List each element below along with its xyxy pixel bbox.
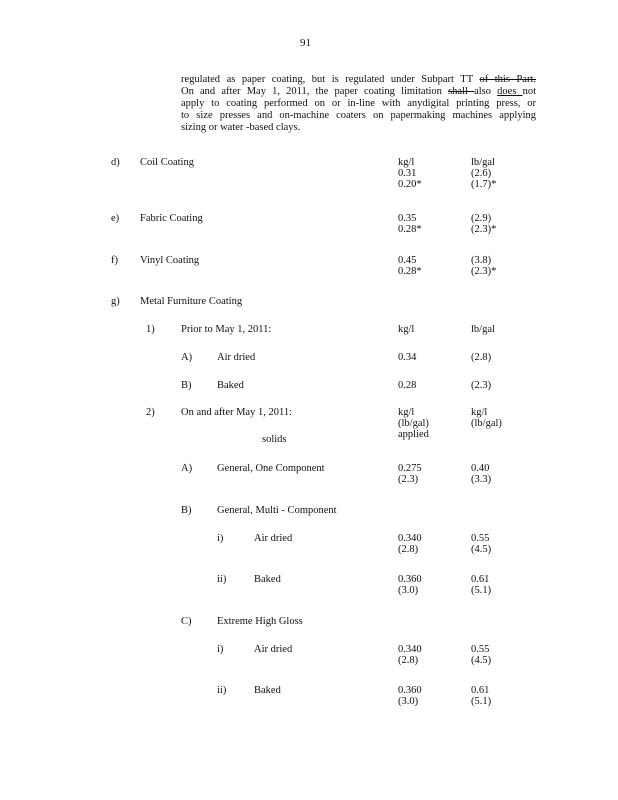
value: 0.20*	[398, 179, 422, 190]
multi-roman-i: i)	[217, 533, 224, 544]
value: 0.28*	[398, 266, 422, 277]
prior-letter-b: B)	[181, 380, 192, 391]
text-span: not	[522, 86, 536, 97]
multi-baked-applied	[471, 574, 491, 596]
intro-line-5: sizing or water -based clays.	[181, 122, 301, 133]
value: 0.61	[471, 685, 490, 696]
prior-baked-lb: (2.3)	[471, 380, 492, 391]
value: (2.6)	[471, 168, 492, 179]
gloss-air-dried-solids	[398, 644, 422, 666]
multi-label-air-dried: Air dried	[254, 533, 293, 544]
item-label-metal-furniture-coating: Metal Furniture Coating	[140, 296, 243, 307]
subitem-number-2: 2)	[146, 407, 155, 418]
prior-letter-a: A)	[181, 352, 193, 363]
value: (3.8)	[471, 255, 492, 266]
value: 0.28*	[398, 224, 422, 235]
prior-air-dried-lb: (2.8)	[471, 352, 492, 363]
subitem-label-prior: Prior to May 1, 2011:	[181, 324, 272, 335]
text-span: regulated as paper coating, but is regulated under Subpart TT	[181, 74, 480, 85]
prior-unit-kg: kg/l	[398, 324, 415, 335]
one-component-applied-values	[471, 463, 491, 485]
value: 0.35	[398, 213, 417, 224]
value: 0.61	[471, 574, 490, 585]
intro-line-1	[181, 74, 536, 86]
multi-roman-ii: ii)	[217, 574, 227, 585]
item-letter-g: g)	[111, 296, 120, 307]
value: (2.3)*	[471, 266, 497, 277]
gloss-roman-ii: ii)	[217, 685, 227, 696]
multi-air-dried-applied	[471, 533, 491, 555]
gloss-baked-applied	[471, 685, 491, 707]
value: 0.275	[398, 463, 422, 474]
value: lb/gal	[471, 157, 495, 168]
after-letter-a: A)	[181, 463, 193, 474]
fabric-coating-lb-values	[471, 213, 496, 235]
value: (5.1)	[471, 696, 492, 707]
multi-label-baked: Baked	[254, 574, 281, 585]
subitem-label-on-and-after: On and after May 1, 2011:	[181, 407, 292, 418]
value: kg/l	[471, 407, 488, 418]
value: 0.55	[471, 533, 490, 544]
value: kg/l	[398, 157, 415, 168]
value: (2.8)	[398, 544, 419, 555]
coil-coating-lb-values	[471, 157, 496, 190]
value: kg/l	[398, 407, 415, 418]
text-span: On and after May 1, 2011, the paper coating limitation	[181, 86, 449, 97]
after-letter-b: B)	[181, 505, 192, 516]
value: (3.0)	[398, 696, 419, 707]
prior-unit-lb: lb/gal	[471, 324, 495, 335]
value: 0.340	[398, 644, 422, 655]
multi-air-dried-solids	[398, 533, 422, 555]
value: (4.5)	[471, 544, 492, 555]
multi-baked-solids	[398, 574, 422, 596]
item-letter-e: e)	[111, 213, 120, 224]
page-number: 91	[300, 37, 311, 49]
value: 0.360	[398, 574, 422, 585]
value: (4.5)	[471, 655, 492, 666]
vinyl-coating-lb-values	[471, 255, 496, 277]
item-label-fabric-coating: Fabric Coating	[140, 213, 203, 224]
intro-line-4: to size presses and on-machine coaters on papermaking machines applying	[181, 110, 536, 121]
after-units-solids	[398, 407, 429, 440]
item-label-vinyl-coating: Vinyl Coating	[140, 255, 200, 266]
value: 0.55	[471, 644, 490, 655]
solids-label: solids	[262, 434, 287, 445]
underlined-text: does	[497, 86, 523, 97]
after-letter-c: C)	[181, 616, 192, 627]
intro-line-3: apply to coating performed on or in-line with anydigital printing press, or	[181, 98, 536, 109]
after-units-applied	[471, 407, 502, 429]
value: 0.31	[398, 168, 417, 179]
subitem-number-1: 1)	[146, 324, 155, 335]
gloss-label-air-dried: Air dried	[254, 644, 293, 655]
after-label-multi-component: General, Multi - Component	[217, 505, 337, 516]
value: (lb/gal)	[398, 418, 429, 429]
item-label-coil-coating: Coil Coating	[140, 157, 194, 168]
coil-coating-kg-values	[398, 157, 422, 190]
item-letter-f: f)	[111, 255, 118, 266]
item-letter-d: d)	[111, 157, 120, 168]
value: (2.3)	[398, 474, 419, 485]
after-label-one-component: General, One Component	[217, 463, 325, 474]
after-label-extreme-high-gloss: Extreme High Gloss	[217, 616, 303, 627]
struck-text: shall	[448, 86, 475, 97]
value: (2.3)*	[471, 224, 497, 235]
value: (2.8)	[398, 655, 419, 666]
value: (lb/gal)	[471, 418, 502, 429]
value: 0.340	[398, 533, 422, 544]
prior-air-dried-kg: 0.34	[398, 352, 417, 363]
struck-text: of this Part.	[479, 74, 536, 85]
value: (5.1)	[471, 585, 492, 596]
gloss-roman-i: i)	[217, 644, 224, 655]
prior-label-baked: Baked	[217, 380, 244, 391]
prior-label-air-dried: Air dried	[217, 352, 256, 363]
value: (1.7)*	[471, 179, 497, 190]
prior-baked-kg: 0.28	[398, 380, 417, 391]
value: (3.0)	[398, 585, 419, 596]
value: (2.9)	[471, 213, 492, 224]
value: 0.45	[398, 255, 417, 266]
gloss-air-dried-applied	[471, 644, 491, 666]
intro-paragraph	[181, 74, 536, 134]
text-span: also	[474, 86, 498, 97]
value: 0.360	[398, 685, 422, 696]
fabric-coating-kg-values	[398, 213, 422, 235]
intro-line-2	[181, 86, 536, 98]
gloss-baked-solids	[398, 685, 422, 707]
value: 0.40	[471, 463, 490, 474]
value: (3.3)	[471, 474, 492, 485]
vinyl-coating-kg-values	[398, 255, 422, 277]
value: applied	[398, 429, 429, 440]
one-component-solids-values	[398, 463, 422, 485]
gloss-label-baked: Baked	[254, 685, 281, 696]
